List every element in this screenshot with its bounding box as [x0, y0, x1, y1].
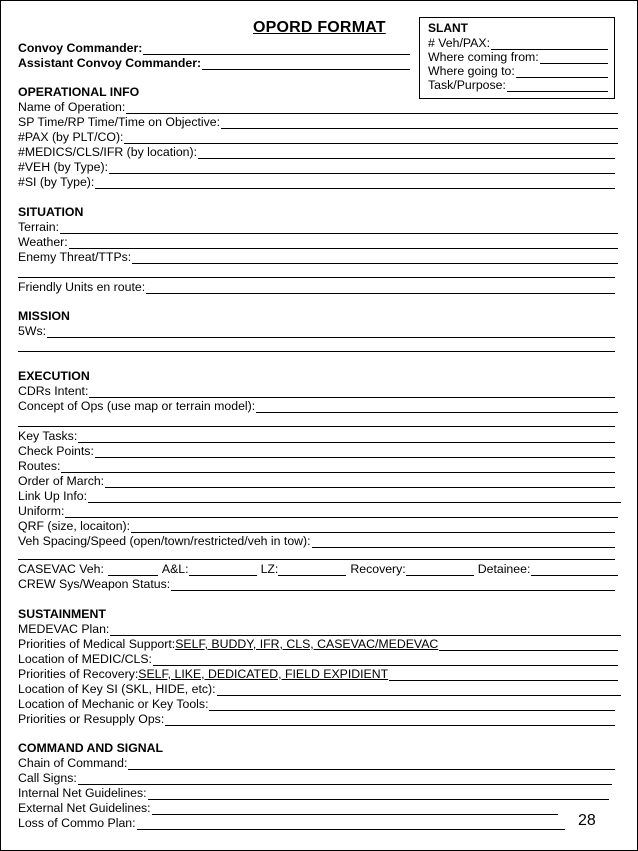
- field-label: #SI (by Type):: [18, 175, 95, 189]
- al-input[interactable]: [189, 563, 257, 576]
- field-label: Terrain:: [18, 220, 60, 234]
- key-tasks-field[interactable]: [18, 429, 615, 443]
- slant-veh-pax-field[interactable]: [428, 36, 608, 50]
- field-label: CDRs Intent:: [18, 384, 89, 398]
- field-label: Location of MEDIC/CLS:: [18, 652, 152, 666]
- field-label: External Net Guidelines:: [18, 801, 151, 815]
- form-title: OPORD FORMAT: [253, 19, 386, 36]
- location-key-si-field[interactable]: [18, 682, 621, 696]
- crew-sys-field[interactable]: [18, 577, 615, 591]
- field-label: Convoy Commander:: [18, 41, 143, 55]
- sustainment-heading: SUSTAINMENT: [18, 607, 106, 621]
- field-label: QRF (size, locaiton):: [18, 519, 131, 533]
- internal-net-field[interactable]: [18, 786, 609, 800]
- field-label: #VEH (by Type):: [18, 160, 108, 174]
- sp-rp-time-field[interactable]: [18, 115, 618, 129]
- field-label: Where going to:: [428, 64, 515, 78]
- field-label: #PAX (by PLT/CO):: [18, 130, 124, 144]
- field-label: Call Signs:: [18, 771, 77, 785]
- slant-going-to-field[interactable]: [428, 64, 608, 78]
- location-medic-field[interactable]: [18, 652, 618, 666]
- field-label: CREW Sys/Weapon Status:: [18, 577, 171, 591]
- field-label: Assistant Convoy Commander:: [18, 56, 202, 70]
- field-label: Enemy Threat/TTPs:: [18, 250, 132, 264]
- field-label: Location of Key SI (SKL, HIDE, etc):: [18, 682, 216, 696]
- field-label: 5Ws:: [18, 324, 47, 338]
- medical-support-field[interactable]: [18, 637, 618, 651]
- al-label: A&L:: [161, 562, 189, 576]
- field-label: Task/Purpose:: [428, 78, 506, 92]
- field-label: Priorities or Resupply Ops:: [18, 712, 165, 726]
- detainee-input[interactable]: [531, 563, 618, 576]
- field-label: Where coming from:: [428, 50, 539, 64]
- casevac-veh-label: CASEVAC Veh:: [18, 562, 104, 576]
- field-label: Friendly Units en route:: [18, 280, 146, 294]
- field-label: SP Time/RP Time/Time on Objective:: [18, 115, 221, 129]
- medevac-plan-field[interactable]: [18, 622, 621, 636]
- order-of-march-field[interactable]: [18, 474, 615, 488]
- page-number: 28: [578, 812, 596, 829]
- link-up-info-field[interactable]: [18, 489, 621, 503]
- field-label: # Veh/PAX:: [428, 36, 490, 50]
- recovery-label: Recovery:: [350, 562, 406, 576]
- field-label: Priorities of Recovery:: [18, 667, 139, 681]
- command-signal-heading: COMMAND AND SIGNAL: [18, 741, 164, 755]
- enemy-threat-field[interactable]: [18, 250, 618, 264]
- loss-of-commo-field[interactable]: [18, 816, 565, 830]
- field-label: Uniform:: [18, 504, 65, 518]
- field-label: Location of Mechanic or Key Tools:: [18, 697, 209, 711]
- casevac-row: [18, 562, 618, 576]
- check-points-field[interactable]: [18, 444, 615, 458]
- detainee-label: Detainee:: [477, 562, 531, 576]
- slant-coming-from-field[interactable]: [428, 50, 608, 64]
- veh-spacing-field[interactable]: [18, 534, 615, 548]
- field-label: Internal Net Guidelines:: [18, 786, 147, 800]
- qrf-field[interactable]: [18, 519, 615, 533]
- blank-line[interactable]: [18, 351, 615, 352]
- execution-heading: EXECUTION: [18, 369, 90, 383]
- veh-field[interactable]: [18, 160, 615, 174]
- field-label: Concept of Ops (use map or terrain model):: [18, 399, 256, 413]
- slant-task-purpose-field[interactable]: [428, 78, 608, 92]
- field-label: Weather:: [18, 235, 68, 249]
- pax-field[interactable]: [18, 130, 618, 144]
- routes-field[interactable]: [18, 459, 615, 473]
- recovery-input[interactable]: [406, 563, 474, 576]
- field-label: Link Up Info:: [18, 489, 88, 503]
- medics-field[interactable]: [18, 145, 615, 159]
- field-label: #MEDICS/CLS/IFR (by location):: [18, 145, 198, 159]
- field-label: Loss of Commo Plan:: [18, 816, 136, 830]
- location-mechanic-field[interactable]: [18, 697, 615, 711]
- convoy-commander-field[interactable]: [18, 41, 410, 55]
- slant-box: [419, 17, 615, 99]
- priorities-recovery-field[interactable]: [18, 667, 618, 681]
- field-label: Check Points:: [18, 444, 94, 458]
- casevac-veh-input[interactable]: [108, 563, 158, 576]
- call-signs-field[interactable]: [18, 771, 612, 785]
- weather-field[interactable]: [18, 235, 618, 249]
- lz-label: LZ:: [260, 562, 279, 576]
- cdrs-intent-field[interactable]: [18, 384, 615, 398]
- field-label: Key Tasks:: [18, 429, 78, 443]
- mission-heading: MISSION: [18, 309, 70, 323]
- terrain-field[interactable]: [18, 220, 618, 234]
- field-label: Chain of Command:: [18, 756, 128, 770]
- assistant-convoy-commander-field[interactable]: [18, 56, 410, 70]
- blank-line[interactable]: [18, 426, 615, 427]
- concept-of-ops-field[interactable]: [18, 399, 618, 413]
- situation-heading: SITUATION: [18, 205, 84, 219]
- operational-info-heading: OPERATIONAL INFO: [18, 85, 140, 99]
- external-net-field[interactable]: [18, 801, 558, 815]
- field-label: Priorities of Medical Support:: [18, 637, 176, 651]
- field-label: Order of March:: [18, 474, 105, 488]
- name-of-operation-field[interactable]: [18, 100, 618, 114]
- blank-line[interactable]: [18, 559, 615, 560]
- field-label: MEDEVAC Plan:: [18, 622, 110, 636]
- uniform-field[interactable]: [18, 504, 618, 518]
- lz-input[interactable]: [278, 563, 346, 576]
- field-value: SELF, LIKE, DEDICATED, FIELD EXPIDIENT: [138, 667, 389, 681]
- blank-line[interactable]: [18, 277, 615, 278]
- slant-heading: SLANT: [428, 21, 468, 35]
- field-label: Veh Spacing/Speed (open/town/restricted/veh in tow):: [18, 534, 311, 548]
- field-label: Routes:: [18, 459, 61, 473]
- friendly-units-field[interactable]: [18, 280, 615, 294]
- five-ws-field[interactable]: [18, 324, 615, 338]
- field-value: SELF, BUDDY, IFR, CLS, CASEVAC/MEDEVAC: [175, 637, 439, 651]
- priorities-resupply-field[interactable]: [18, 712, 615, 726]
- si-field[interactable]: [18, 175, 615, 189]
- chain-of-command-field[interactable]: [18, 756, 615, 770]
- field-label: Name of Operation:: [18, 100, 126, 114]
